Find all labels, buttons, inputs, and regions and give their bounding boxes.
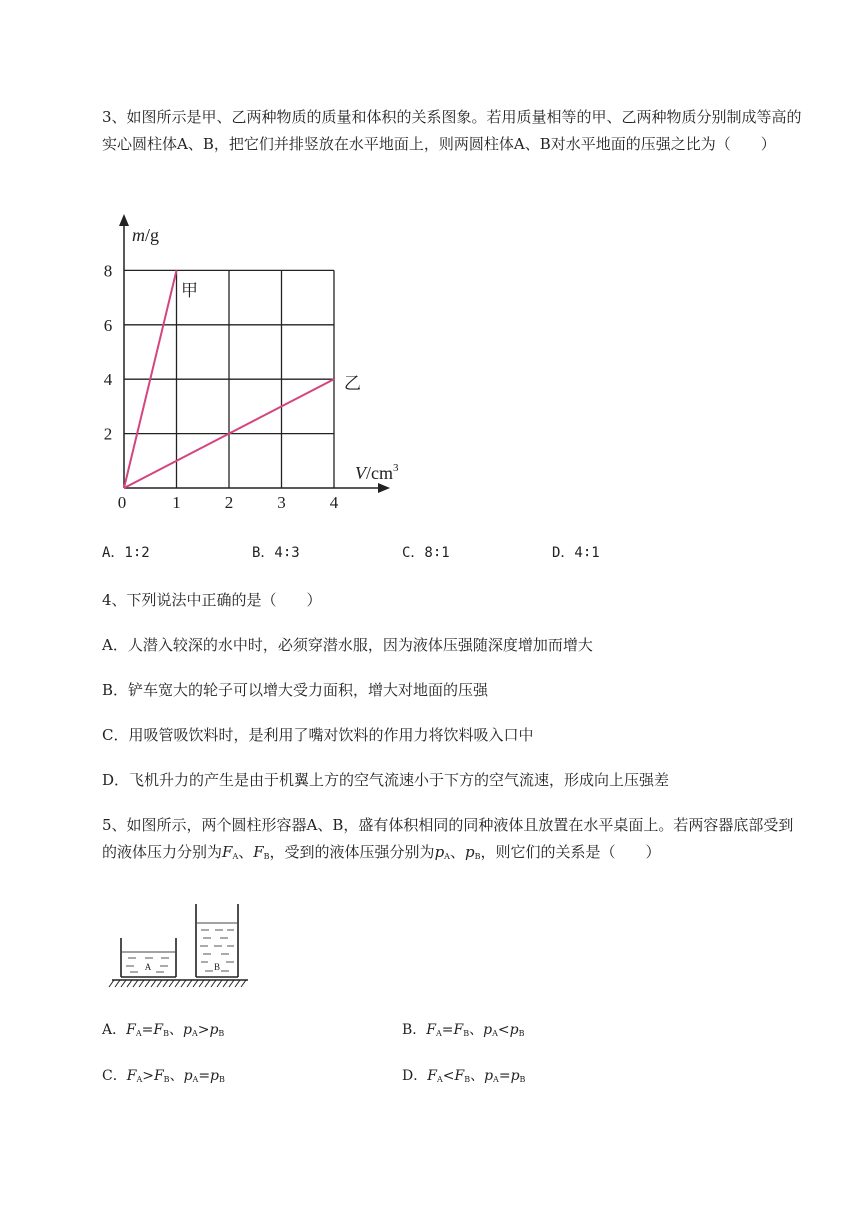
x-tick-label-4: 4 xyxy=(329,493,339,512)
q5-option-a[interactable]: A．$F_A=F_B$、$p_A>p_B$ xyxy=(102,1022,225,1038)
q3-option-c[interactable]: C．8∶1 xyxy=(402,545,450,561)
x-tick-label-2: 2 xyxy=(224,493,234,512)
series-label-yi: 乙 xyxy=(344,374,361,393)
x-tick-label-1: 1 xyxy=(172,493,181,512)
y-tick-label-8: 8 xyxy=(103,261,113,281)
y-tick-label-6: 6 xyxy=(103,315,113,335)
q4-option-d[interactable]: D．飞机升力的产生是由于机翼上方的空气流速小于下方的空气流速，形成向上压强差 xyxy=(102,771,670,789)
series-label-jia: 甲 xyxy=(181,281,198,300)
y-axis-arrow xyxy=(119,214,129,226)
q5-option-c[interactable]: C．$F_A>F_B$、$p_A=p_B$ xyxy=(102,1068,225,1084)
x-axis-label: $V/cm^3$ xyxy=(355,462,399,483)
q3-option-b[interactable]: B．4∶3 xyxy=(252,545,300,561)
chart-grid xyxy=(124,270,334,488)
q4-option-c[interactable]: C．用吸管吸饮料时，是利用了嘴对饮料的作用力将饮料吸入口中 xyxy=(102,726,534,744)
x-tick-label-3: 3 xyxy=(277,493,286,512)
q4-option-a[interactable]: A．人潜入较深的水中时，必须穿潜水服，因为液体压强随深度增加而增大 xyxy=(102,636,593,654)
q5-option-b[interactable]: B．$F_A=F_B$、$p_A<p_B$ xyxy=(402,1022,525,1038)
question-4-text: 4、下列说法中正确的是（ ） xyxy=(102,591,322,609)
question-5-text: 5、如图所示，两个圆柱形容器A、B，盛有体积相同的同种液体且放置在水平桌面上。若两容器底部受到的液体压力分别为$F_A$、$F_B$，受到的液体压强分别为$p_A$、$p_B$，则它们的关系是（ ） xyxy=(102,816,794,861)
mass-volume-chart xyxy=(100,210,420,520)
containers-figure xyxy=(108,900,258,1000)
y-tick-label-2: 2 xyxy=(103,424,113,444)
q5-option-d[interactable]: D．$F_A<F_B$、$p_A=p_B$ xyxy=(402,1068,526,1084)
y-tick-label-4: 4 xyxy=(103,370,113,390)
container-a-label: A xyxy=(144,962,152,972)
x-axis-arrow xyxy=(378,483,390,493)
chart-axes xyxy=(119,214,390,493)
q4-option-b[interactable]: B．铲车宽大的轮子可以增大受力面积，增大对地面的压强 xyxy=(102,681,489,699)
origin-label: 0 xyxy=(117,493,127,512)
ground-hatching xyxy=(109,980,246,987)
q3-option-a[interactable]: A．1∶2 xyxy=(102,545,150,561)
q3-option-d[interactable]: D．4∶1 xyxy=(552,545,600,561)
y-axis-label: m/g xyxy=(132,225,160,245)
container-b-label: B xyxy=(213,962,221,972)
question-3-text: 3、如图所示是甲、乙两种物质的质量和体积的关系图象。若用质量相等的甲、乙两种物质分别制成等高的实心圆柱体A、B，把它们并排竖放在水平地面上，则两圆柱体A、B对水平地面的压强之比为（ ） xyxy=(102,108,802,153)
